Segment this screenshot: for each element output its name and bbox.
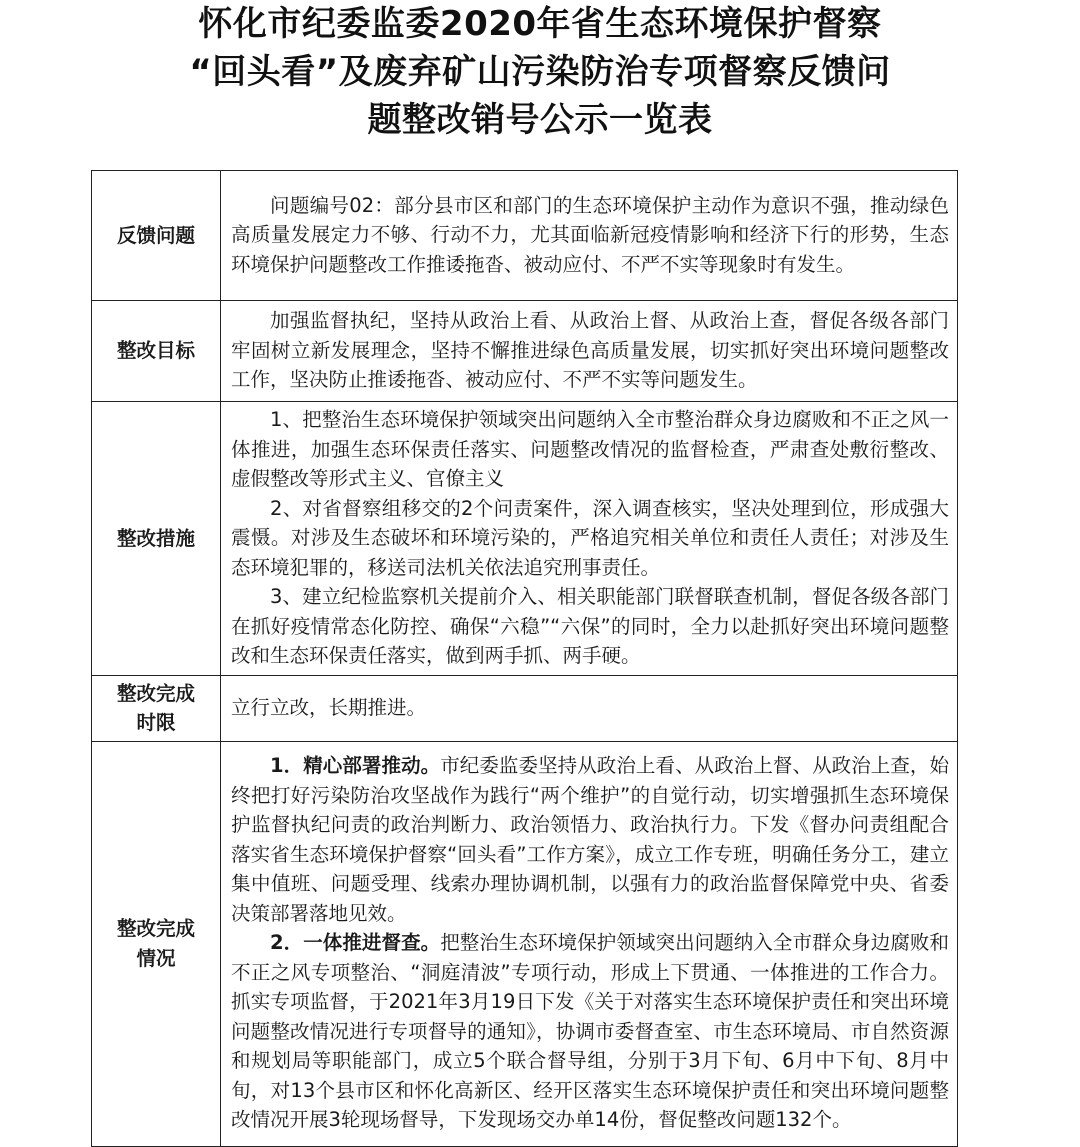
label-goal: 整改目标 (92, 301, 221, 402)
deadline-text: 立行立改，长期推进。 (231, 695, 427, 719)
content-measures (221, 402, 958, 676)
status-item-1-text: 市纪委监委坚持从政治上看、从政治上督、从政治上查，始终把打好污染防治攻坚战作为践行“两个维护”的自觉行动，切实增强抓生态环境保护监督执纪问责的政治判断力、政治领悟力、政治执行力。下发《督办问责组配合落实省生态环境保护督察“回头看”工作方案》，成立工作专班，明确任务分工，建立集中值班、问题受理、线索办理协调机制，以强有力的政治监督保障党中央、省委决策部署落地见效。 (231, 754, 949, 925)
content-deadline (221, 675, 958, 741)
title-line-1: 怀化市纪委监委2020年省生态环境保护督察 (198, 4, 882, 44)
status-item-2-text: 把整治生态环境保护领域突出问题纳入全市群众身边腐败和不正之风专项整治、“洞庭清波”专项行动，形成上下贯通、一体推进的工作合力。抓实专项监督，于2021年3月19日下发《关于对落实生态环境保护责任和突出环境问题整改情况进行专项督导的通知》，协调市委督查室、市生态环境局、市自然资源和规划局等职能部门，成立5个联合督导组，分别于3月下旬、6月中下旬、8月中旬，对13个县市区和怀化高新区、经开区落实生态环境保护责任和突出环境问题整改情况开展3轮现场督导，下发现场交办单14份，督促整改问题132个。 (231, 931, 949, 1132)
content-goal (221, 301, 958, 402)
page-title (60, 0, 1020, 144)
row-feedback (92, 171, 958, 301)
title-line-2: “回头看”及废弃矿山污染防治专项督察反馈问 (189, 52, 891, 92)
status-item-1-heading: 1．精心部署推动。 (270, 754, 441, 778)
label-deadline (92, 675, 221, 741)
row-measures (92, 402, 958, 676)
label-status-line-2: 情况 (136, 946, 176, 970)
label-status (92, 741, 221, 1146)
content-feedback (221, 171, 958, 301)
label-deadline-line-2: 时限 (136, 711, 176, 734)
status-item-2 (231, 928, 949, 1135)
row-status (92, 741, 958, 1146)
feedback-text: 问题编号02：部分县市区和部门的生态环境保护主动作为意识不强，推动绿色高质量发展定力不够、行动不力，尤其面临新冠疫情影响和经济下行的形势，生态环境保护问题整改工作推诿拖沓、被动应付、不严不实等现象时有发生。 (231, 193, 949, 276)
title-line-3: 题整改销号公示一览表 (367, 100, 713, 140)
label-feedback: 反馈问题 (92, 171, 221, 301)
status-item-2-heading: 2．一体推进督查。 (270, 931, 441, 955)
row-deadline (92, 675, 958, 741)
rectification-table (91, 170, 958, 1147)
label-status-line-1: 整改完成 (116, 917, 195, 940)
goal-text: 加强监督执纪，坚持从政治上看、从政治上督、从政治上查，督促各级各部门牢固树立新发展理念，坚持不懈推进绿色高质量发展，切实抓好突出环境问题整改工作，坚决防止推诿拖沓、被动应付、不严不实等问题发生。 (231, 309, 949, 392)
row-goal (92, 301, 958, 402)
label-measures: 整改措施 (92, 402, 221, 676)
label-deadline-line-1: 整改完成 (116, 681, 195, 705)
status-item-1 (231, 751, 949, 928)
measure-item-1: 1、把整治生态环境保护领域突出问题纳入全市整治群众身边腐败和不正之风一体推进，加强生态环保责任落实、问题整改情况的监督检查，严肃查处敷衍整改、虚假整改等形式主义、官僚主义 (231, 408, 949, 490)
measure-item-3: 3、建立纪检监察机关提前介入、相关职能部门联督联查机制，督促各级各部门在抓好疫情常态化防控、确保“六稳”“六保”的同时，全力以赴抓好突出环境问题整改和生态环保责任落实，做到两手抓、两手硬。 (231, 585, 949, 667)
measure-item-2: 2、对省督察组移交的2个问责案件，深入调查核实，坚决处理到位，形成强大震慑。对涉及生态破坏和环境污染的，严格追究相关单位和责任人责任；对涉及生态环境犯罪的，移送司法机关依法追究刑事责任。 (231, 496, 949, 579)
content-status (221, 741, 958, 1146)
